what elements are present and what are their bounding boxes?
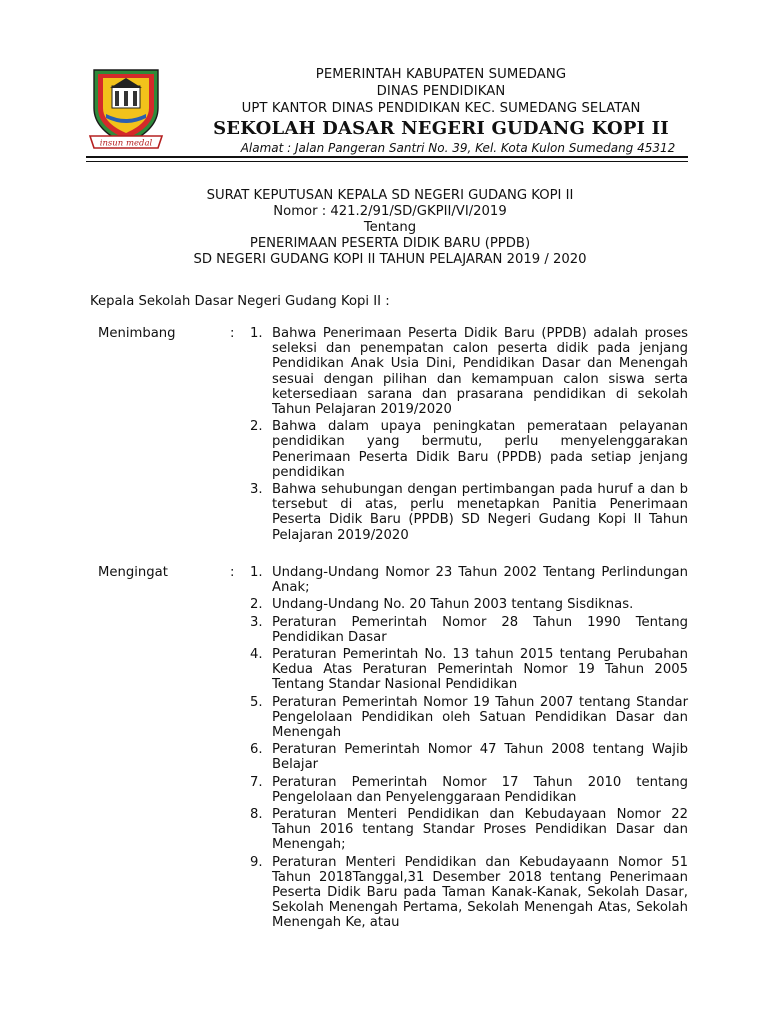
- letterhead-department: DINAS PENDIDIKAN: [376, 84, 506, 99]
- item-number: 2.: [250, 419, 263, 435]
- item-number: 6.: [250, 742, 263, 758]
- item-number: 9.: [250, 854, 263, 870]
- item-text: Peraturan Pemerintah Nomor 47 Tahun 2008 tentang Wajib Belajar: [272, 742, 688, 773]
- menimbang-list: [250, 326, 688, 545]
- item-number: 4.: [250, 647, 263, 663]
- list-item: [250, 597, 688, 612]
- list-item: [250, 615, 688, 645]
- item-text: Peraturan Menteri Pendidikan dan Kebudayaan Nomor 22 Tahun 2016 tentang Standar Proses Pendidikan Dasar dan Menengah;: [272, 807, 688, 853]
- item-text: Undang-Undang Nomor 23 Tahun 2002 Tentang Perlindungan Anak;: [272, 565, 688, 596]
- list-item: [250, 742, 688, 772]
- list-item: [250, 807, 688, 853]
- item-text: Bahwa Penerimaan Peserta Didik Baru (PPDB) adalah proses seleksi dan penempatan calon peserta didik pada jenjang Pendidikan Anak Usia Dini, Pendidikan Dasar dan Menengah sesuai dengan pilihan dan kemampuan calon siswa serta ketersediaan sarana dan prasarana pendidikan di sekolah Tahun Pelajaran 2019/2020: [272, 326, 688, 418]
- decree-heading: SURAT KEPUTUSAN KEPALA SD NEGERI GUDANG KOPI II: [206, 188, 574, 203]
- letterhead-address: Alamat : Jalan Pangeran Santri No. 39, Kel. Kota Kulon Sumedang 45312: [240, 141, 676, 155]
- list-item: [250, 419, 688, 480]
- item-number: 8.: [250, 807, 263, 823]
- section-label: Mengingat: [98, 565, 168, 580]
- sumedang-coat-of-arms-logo: [88, 64, 164, 156]
- decree-title: [100, 188, 680, 268]
- list-item: [250, 326, 688, 417]
- item-text: Peraturan Pemerintah No. 13 tahun 2015 tentang Perubahan Kedua Atas Peraturan Pemerintah Nomor 19 Tahun 2005 Tentang Standar Nasional Pendidikan: [272, 647, 688, 693]
- letterhead-school-name: SEKOLAH DASAR NEGERI GUDANG KOPI II: [213, 118, 669, 139]
- list-item: [250, 565, 688, 595]
- item-text: Bahwa dalam upaya peningkatan pemerataan pelayanan pendidikan yang bermutu, perlu menyelenggarakan Penerimaan Peserta Didik Baru (PPDB) pada setiap jenjang pendidikan: [272, 419, 688, 480]
- section-colon: :: [230, 326, 235, 341]
- letterhead-office: UPT KANTOR DINAS PENDIDIKAN KEC. SUMEDANG SELATAN: [241, 101, 641, 116]
- item-text: Peraturan Pemerintah Nomor 17 Tahun 2010 tentang Pengelolaan dan Penyelenggaraan Pendidikan: [272, 774, 688, 805]
- letterhead-thick-rule: [86, 156, 688, 158]
- letterhead: [176, 66, 706, 156]
- list-item: [250, 855, 688, 931]
- decree-subject: PENERIMAAN PESERTA DIDIK BARU (PPDB): [249, 236, 531, 251]
- list-item: [250, 482, 688, 543]
- list-item: [250, 775, 688, 805]
- item-number: 3.: [250, 614, 263, 630]
- item-text: Peraturan Menteri Pendidikan dan Kebudayaann Nomor 51 Tahun 2018Tanggal,31 Desember 2018 tentang Penerimaan Peserta Didik Baru pada Taman Kanak-Kanak, Sekolah Dasar, Sekolah Menengah Pertama, Sekolah Menengah Atas, Sekolah Menengah Ke, atau: [272, 854, 688, 931]
- decree-about: Tentang: [363, 220, 417, 235]
- item-number: 7.: [250, 774, 263, 790]
- section-colon: :: [230, 565, 235, 580]
- section-label: Menimbang: [98, 326, 176, 341]
- decree-subject-year: SD NEGERI GUDANG KOPI II TAHUN PELAJARAN 2019 / 2020: [193, 252, 587, 267]
- item-number: 3.: [250, 482, 263, 498]
- decree-number: Nomor : 421.2/91/SD/GKPII/VI/2019: [273, 204, 507, 219]
- item-text: Peraturan Pemerintah Nomor 28 Tahun 1990 Tentang Pendidikan Dasar: [272, 614, 688, 645]
- list-item: [250, 647, 688, 693]
- letterhead-government: PEMERINTAH KABUPATEN SUMEDANG: [315, 67, 567, 82]
- item-text: Undang-Undang No. 20 Tahun 2003 tentang Sisdiknas.: [272, 597, 634, 613]
- list-item: [250, 695, 688, 741]
- item-text: Peraturan Pemerintah Nomor 19 Tahun 2007 tentang Standar Pengelolaan Pendidikan oleh Satuan Pendidikan Dasar dan Menengah: [272, 694, 688, 741]
- item-number: 1.: [250, 326, 263, 341]
- item-number: 2.: [250, 597, 263, 613]
- opening-statement: Kepala Sekolah Dasar Negeri Gudang Kopi II :: [90, 294, 390, 309]
- letterhead-thin-rule: [86, 161, 688, 162]
- logo-motto-text: insun medal: [99, 138, 153, 149]
- item-number: 1.: [250, 565, 263, 580]
- item-text: Bahwa sehubungan dengan pertimbangan pada huruf a dan b tersebut di atas, perlu menetapkan Panitia Penerimaan Peserta Didik Baru (PPDB) SD Negeri Gudang Kopi II Tahun Pelajaran 2019/2020: [272, 482, 688, 543]
- mengingat-list: [250, 565, 688, 933]
- item-number: 5.: [250, 694, 263, 710]
